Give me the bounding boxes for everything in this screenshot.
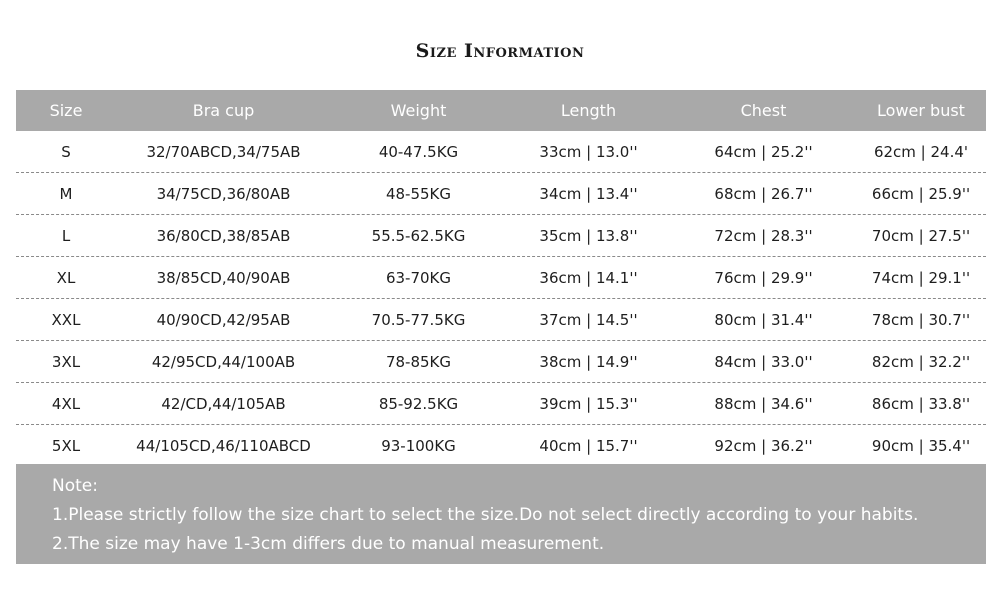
- cell-length: 34cm | 13.4'': [539, 184, 638, 203]
- cell-chest: 92cm | 36.2'': [714, 436, 813, 455]
- cell-bra-cup: 38/85CD,40/90AB: [156, 268, 291, 287]
- cell-lower-bust: 62cm | 24.4': [873, 142, 969, 161]
- cell-bra-cup: 42/CD,44/105AB: [161, 394, 286, 413]
- cell-weight: 63-70KG: [385, 268, 452, 287]
- cell-chest: 64cm | 25.2'': [714, 142, 813, 161]
- note-line-2: 2.The size may have 1-3cm differs due to manual measurement.: [52, 534, 605, 554]
- cell-weight: 85-92.5KG: [378, 394, 459, 413]
- cell-size: M: [59, 184, 73, 203]
- cell-size: XL: [56, 268, 76, 287]
- note-line-1: 1.Please strictly follow the size chart to select the size.Do not select directly according to your habits.: [52, 505, 919, 525]
- note-box: [16, 464, 986, 564]
- cell-lower-bust: 90cm | 35.4'': [871, 436, 971, 455]
- table-row: [16, 215, 986, 257]
- cell-bra-cup: 40/90CD,42/95AB: [156, 310, 291, 329]
- cell-lower-bust: 66cm | 25.9'': [871, 184, 971, 203]
- table-header: [16, 90, 986, 131]
- cell-bra-cup: 44/105CD,46/110ABCD: [136, 436, 311, 455]
- cell-weight: 40-47.5KG: [378, 142, 459, 161]
- header-chest: Chest: [740, 101, 787, 120]
- cell-chest: 80cm | 31.4'': [714, 310, 813, 329]
- cell-chest: 72cm | 28.3'': [714, 226, 813, 245]
- header-bra-cup: Bra cup: [192, 101, 255, 120]
- cell-size: 4XL: [51, 394, 81, 413]
- table-row: [16, 425, 986, 466]
- cell-chest: 76cm | 29.9'': [714, 268, 813, 287]
- cell-weight: 48-55KG: [385, 184, 452, 203]
- size-table: [16, 90, 986, 466]
- cell-size: 5XL: [51, 436, 81, 455]
- table-row: [16, 341, 986, 383]
- cell-weight: 55.5-62.5KG: [371, 226, 466, 245]
- cell-bra-cup: 36/80CD,38/85AB: [156, 226, 291, 245]
- cell-bra-cup: 34/75CD,36/80AB: [156, 184, 291, 203]
- cell-size: XXL: [51, 310, 81, 329]
- header-size: Size: [49, 101, 83, 120]
- table-row: [16, 131, 986, 173]
- cell-chest: 84cm | 33.0'': [714, 352, 813, 371]
- cell-length: 39cm | 15.3'': [539, 394, 638, 413]
- cell-size: 3XL: [51, 352, 81, 371]
- cell-length: 40cm | 15.7'': [539, 436, 638, 455]
- header-weight: Weight: [390, 101, 447, 120]
- cell-bra-cup: 32/70ABCD,34/75AB: [146, 142, 301, 161]
- cell-chest: 88cm | 34.6'': [714, 394, 813, 413]
- table-row: [16, 257, 986, 299]
- cell-length: 33cm | 13.0'': [539, 142, 638, 161]
- header-length: Length: [560, 101, 617, 120]
- cell-length: 36cm | 14.1'': [539, 268, 638, 287]
- page-title: Size Information: [415, 40, 585, 62]
- cell-bra-cup: 42/95CD,44/100AB: [151, 352, 296, 371]
- cell-length: 35cm | 13.8'': [539, 226, 638, 245]
- cell-size: L: [61, 226, 71, 245]
- cell-lower-bust: 74cm | 29.1'': [871, 268, 971, 287]
- cell-chest: 68cm | 26.7'': [714, 184, 813, 203]
- note-heading: Note:: [52, 476, 98, 496]
- table-row: [16, 173, 986, 215]
- cell-weight: 70.5-77.5KG: [371, 310, 466, 329]
- cell-weight: 78-85KG: [385, 352, 452, 371]
- cell-lower-bust: 82cm | 32.2'': [871, 352, 971, 371]
- cell-size: S: [61, 142, 71, 161]
- cell-weight: 93-100KG: [381, 436, 456, 455]
- cell-lower-bust: 70cm | 27.5'': [871, 226, 971, 245]
- header-lower-bust: Lower bust: [877, 101, 965, 120]
- table-row: [16, 299, 986, 341]
- cell-lower-bust: 86cm | 33.8'': [871, 394, 971, 413]
- cell-length: 37cm | 14.5'': [539, 310, 638, 329]
- cell-length: 38cm | 14.9'': [539, 352, 638, 371]
- cell-lower-bust: 78cm | 30.7'': [871, 310, 971, 329]
- table-row: [16, 383, 986, 425]
